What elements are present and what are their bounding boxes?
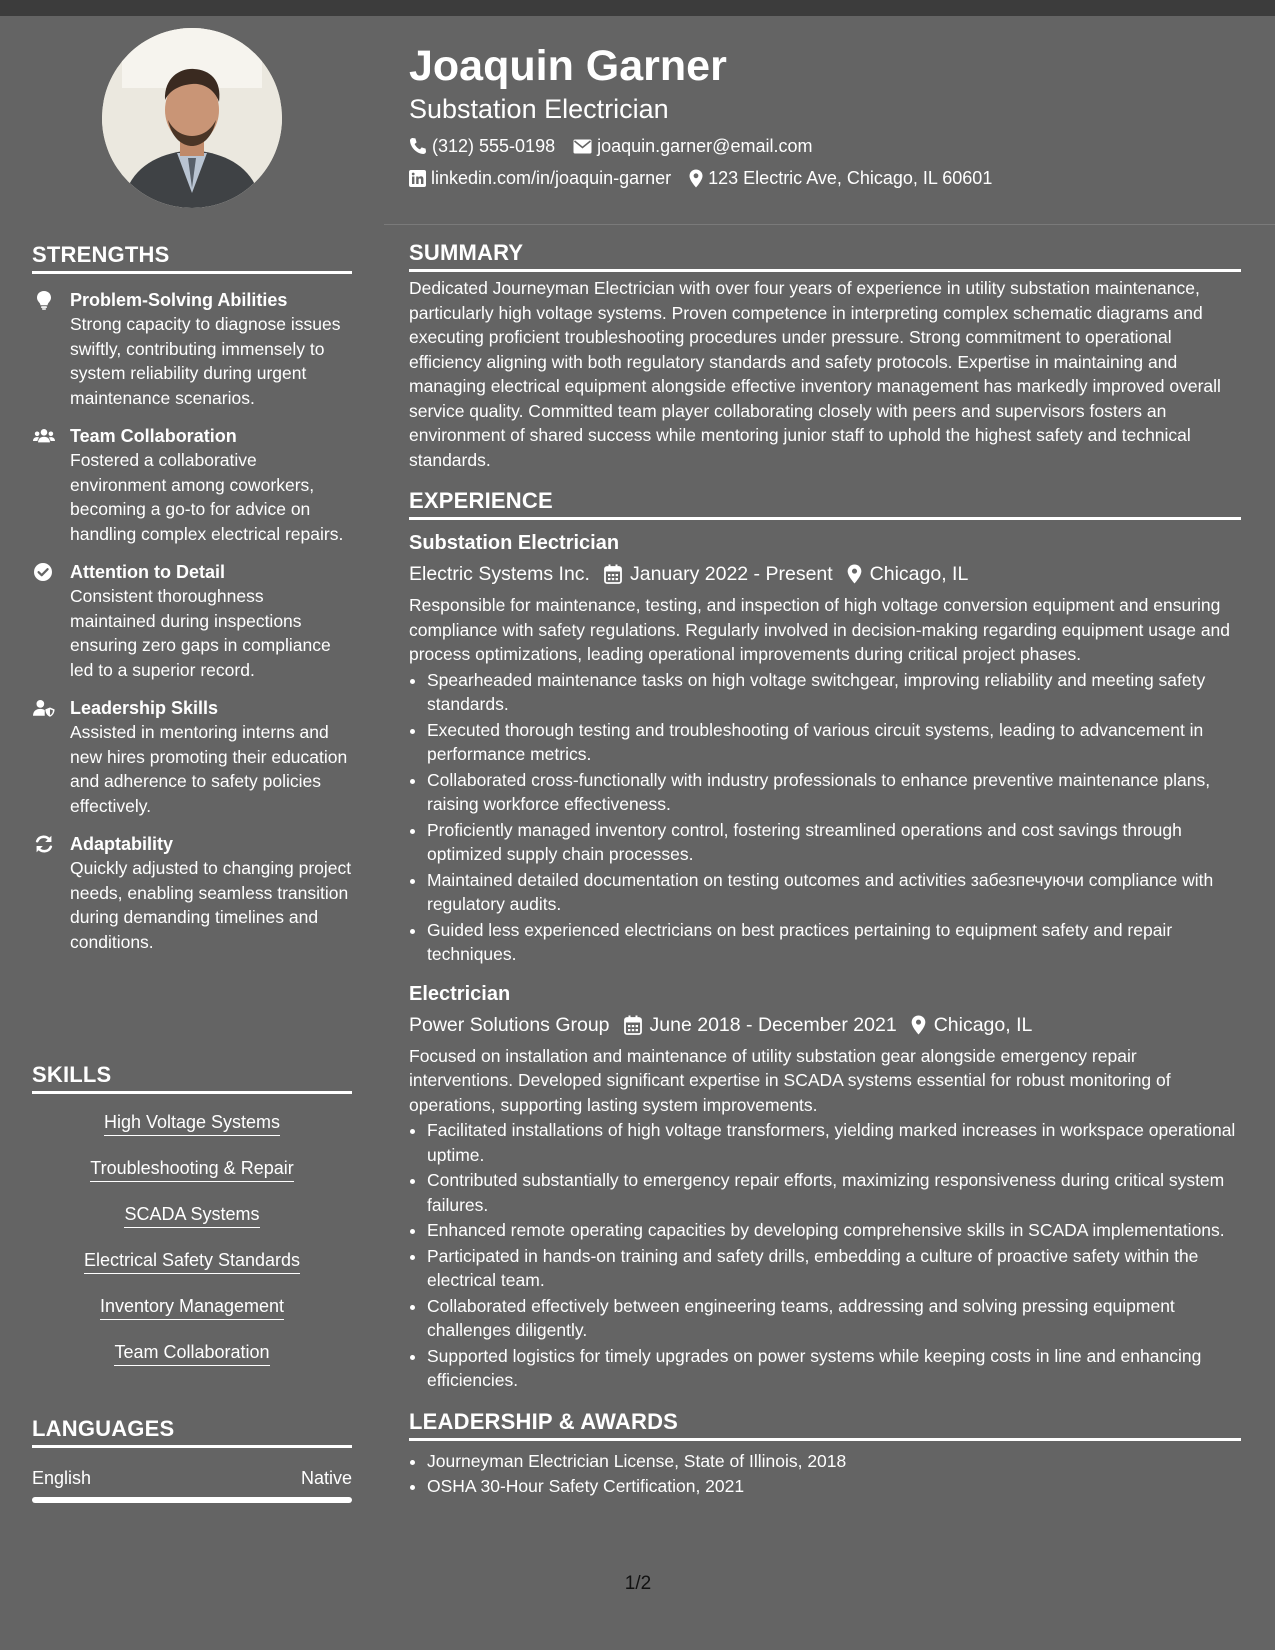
header-divider: [384, 224, 1275, 225]
summary-text: Dedicated Journeyman Electrician with over four years of experience in utility substation maintenance, particularly high voltage systems. Proven competence in interpreting complex schematic diagrams and executing proficient troubleshooting procedures under pressure. Strong commitment to operational efficiency aligning with both regulatory standards and safety protocols. Expertise in maintaining and managing electrical equipment alongside effective inventory management has markedly improved overall service quality. Committed team player collaborating closely with peers and supervisors fosters an environment of shared success while mentoring junior staff to uphold the highest safety and technical standards.: [409, 278, 1221, 470]
job-company: Power Solutions Group: [409, 1013, 610, 1036]
languages-heading: LANGUAGES: [32, 1416, 352, 1448]
job-bullets: [409, 668, 1241, 967]
language-name: English: [32, 1468, 92, 1488]
job-title: Substation Electrician: [409, 532, 620, 554]
awards-section: [409, 1409, 1241, 1499]
job-bullet: • Contributed substantially to emergency repair efforts, maximizing responsiveness during critical system failures.: [427, 1168, 1241, 1217]
job-location: Chicago, IL: [933, 1013, 1033, 1036]
job-bullet: • Enhanced remote operating capacities by developing comprehensive skills in SCADA implementations.: [427, 1218, 1241, 1243]
candidate-name: Joaquin Garner: [409, 42, 727, 90]
skill-tag: Electrical Safety Standards: [84, 1248, 300, 1274]
language-row: [32, 1468, 352, 1489]
languages-section: [32, 1416, 352, 1503]
summary-heading: SUMMARY: [409, 240, 1241, 272]
users-icon: [33, 426, 55, 446]
lightbulb-icon: [33, 290, 55, 310]
map-marker-icon: [911, 1015, 926, 1035]
top-bar: [0, 0, 1275, 16]
job-bullet: • Maintained detailed documentation on testing outcomes and activities забезпечуючи compliance with regulatory audits.: [427, 868, 1241, 917]
job-entry: [409, 981, 1241, 1393]
main-column: [409, 240, 1241, 1499]
strengths-section: [32, 242, 352, 954]
strength-item: [32, 696, 352, 818]
experience-section: [409, 488, 1241, 1393]
job-meta: [409, 1012, 1241, 1038]
job-bullets: [409, 1118, 1241, 1393]
skill-list: [32, 1110, 352, 1366]
strengths-heading: STRENGTHS: [32, 242, 352, 274]
language-proficiency-bar: [32, 1497, 352, 1503]
job-location: Chicago, IL: [869, 563, 969, 585]
calendar-icon: [624, 1015, 642, 1035]
job-bullet: • Facilitated installations of high voltage transformers, yielding marked increases in workspace operational uptime.: [427, 1118, 1241, 1167]
skill-tag: Troubleshooting & Repair: [90, 1156, 293, 1182]
strength-description: Consistent thoroughness maintained during inspections ensuring zero gaps in compliance led to a superior record.: [70, 586, 331, 680]
skill-tag: Inventory Management: [100, 1294, 284, 1320]
user-shield-icon: [33, 698, 55, 718]
job-dates: June 2018 - December 2021: [649, 1013, 897, 1036]
address-text: 123 Electric Ave, Chicago, IL 60601: [708, 168, 993, 188]
job-bullet: • Supported logistics for timely upgrades on power systems while keeping costs in line and enhancing efficiencies.: [427, 1344, 1241, 1393]
job-description: Focused on installation and maintenance of utility substation gear alongside emergency repair interventions. Developed significant expertise in SCADA systems essential for robust monitoring of operations, supporting lasting system improvements.: [409, 1045, 1171, 1115]
job-bullet: • Spearheaded maintenance tasks on high voltage switchgear, improving reliability and meeting safety standards.: [427, 668, 1241, 717]
strength-description: Assisted in mentoring interns and new hires promoting their education and adherence to safety policies effectively.: [70, 722, 348, 816]
job-bullet: • Collaborated cross-functionally with industry professionals to enhance preventive maintenance plans, raising workforce effectiveness.: [427, 768, 1241, 817]
phone-contact: [409, 134, 555, 158]
job-bullet: • Collaborated effectively between engineering teams, addressing and solving pressing equipment challenges diligently.: [427, 1294, 1241, 1343]
strength-item: [32, 832, 352, 954]
job-location-wrap: [847, 561, 969, 587]
job-meta: [409, 561, 1241, 587]
skills-heading: SKILLS: [32, 1062, 352, 1094]
check-circle-icon: [33, 562, 55, 582]
job-description: Responsible for maintenance, testing, and inspection of high voltage conversion equipment and ensuring compliance with safety regulations. Regularly involved in decision-making regarding equipment usage and process optimizations, leading operational improvements during critical project phases.: [409, 595, 1231, 664]
candidate-role: Substation Electrician: [409, 94, 669, 124]
awards-heading: LEADERSHIP & AWARDS: [409, 1409, 1241, 1441]
linkedin-icon: [409, 170, 426, 187]
skill-tag: SCADA Systems: [124, 1202, 259, 1228]
address-contact: [689, 166, 992, 190]
phone-icon: [409, 137, 427, 155]
job-bullet: • Proficiently managed inventory control, fostering streamlined operations and cost savings through optimized supply chain processes.: [427, 818, 1241, 867]
calendar-icon: [604, 564, 622, 584]
strength-item: [32, 560, 352, 682]
job-dates: January 2022 - Present: [629, 563, 833, 585]
language-level: Native: [300, 1468, 352, 1488]
job-dates-wrap: [604, 561, 833, 587]
award-item: • Journeyman Electrician License, State of Illinois, 2018: [427, 1449, 1241, 1474]
envelope-icon: [573, 139, 592, 154]
strength-item: [32, 424, 352, 546]
phone-text: (312) 555-0198: [432, 136, 556, 156]
map-marker-icon: [847, 564, 862, 584]
linkedin-text: linkedin.com/in/joaquin-garner: [431, 168, 672, 188]
summary-section: [409, 240, 1241, 472]
experience-heading: EXPERIENCE: [409, 488, 1241, 520]
resume-header: [409, 40, 1239, 190]
job-location-wrap: [911, 1012, 1033, 1038]
avatar: [102, 28, 282, 208]
job-bullet: • Participated in hands-on training and safety drills, embedding a culture of proactive safety within the electrical team.: [427, 1244, 1241, 1293]
strength-title: Problem-Solving Abilities: [70, 290, 288, 310]
job-dates-wrap: [624, 1012, 897, 1038]
strength-title: Adaptability: [70, 834, 174, 854]
strength-description: Fostered a collaborative environment among coworkers, becoming a go-to for advice on handling complex electrical repairs.: [70, 450, 344, 544]
skills-section: [32, 1062, 352, 1366]
skill-tag: Team Collaboration: [114, 1340, 269, 1366]
map-marker-icon: [689, 169, 703, 188]
strength-description: Strong capacity to diagnose issues swiftly, contributing immensely to system reliability during urgent maintenance scenarios.: [70, 314, 341, 408]
job-entry: [409, 530, 1241, 967]
sync-icon: [33, 834, 55, 854]
awards-list: [409, 1449, 1241, 1499]
email-contact: [573, 134, 812, 158]
job-bullet: • Executed thorough testing and troubleshooting of various circuit systems, leading to advancement in performance metrics.: [427, 718, 1241, 767]
strength-title: Attention to Detail: [70, 562, 225, 582]
strength-title: Team Collaboration: [70, 426, 237, 446]
award-item: • OSHA 30-Hour Safety Certification, 2021: [427, 1474, 1241, 1499]
strength-description: Quickly adjusted to changing project needs, enabling seamless transition during demanding timelines and conditions.: [70, 858, 352, 952]
job-title: Electrician: [409, 982, 511, 1005]
strength-title: Leadership Skills: [70, 698, 219, 718]
job-company: Electric Systems Inc.: [409, 563, 590, 585]
email-text: joaquin.garner@email.com: [597, 136, 813, 156]
strength-item: [32, 288, 352, 410]
page-number: 1/2: [624, 1573, 652, 1594]
linkedin-contact: [409, 166, 671, 190]
skill-tag: High Voltage Systems: [104, 1110, 280, 1136]
contact-row: [409, 134, 1239, 158]
profile-photo-icon: [102, 28, 282, 208]
job-bullet: • Guided less experienced electricians on best practices pertaining to equipment safety and repair techniques.: [427, 918, 1241, 967]
contact-row-2: [409, 166, 1239, 190]
